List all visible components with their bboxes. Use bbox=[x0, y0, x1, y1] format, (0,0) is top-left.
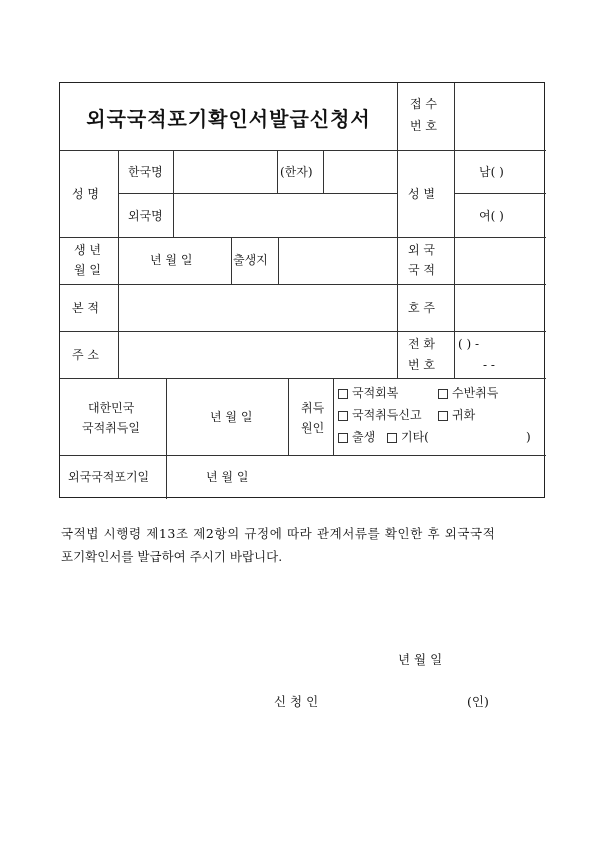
column-divider bbox=[231, 237, 232, 284]
hanja-name-field[interactable] bbox=[326, 153, 394, 191]
request-statement bbox=[61, 522, 541, 568]
male-option[interactable]: 남( ) bbox=[479, 165, 504, 179]
applicant-signature-field[interactable] bbox=[340, 688, 460, 708]
column-divider bbox=[118, 150, 119, 378]
phone-field[interactable]: ( ) - bbox=[458, 337, 480, 351]
checkbox[interactable] bbox=[438, 411, 448, 421]
column-divider bbox=[166, 455, 167, 499]
column-divider bbox=[333, 378, 334, 455]
reason-option-restoration[interactable]: 국적회복 bbox=[338, 386, 398, 400]
row-divider bbox=[60, 284, 546, 285]
korean-name-label: 한국명 bbox=[128, 165, 163, 179]
female-option[interactable]: 여( ) bbox=[479, 209, 504, 223]
phone-field[interactable]: - - bbox=[483, 358, 495, 372]
reason-option-other[interactable]: 기타( bbox=[387, 430, 429, 444]
acquisition-date-field[interactable]: 년 월 일 bbox=[210, 410, 253, 424]
column-divider bbox=[323, 150, 324, 193]
foreign-nationality-label: 국 적 bbox=[408, 263, 435, 277]
checkbox[interactable] bbox=[338, 433, 348, 443]
korean-name-field[interactable] bbox=[177, 153, 273, 191]
seal-label: (인) bbox=[467, 694, 489, 709]
renunciation-date-field[interactable]: 년 월 일 bbox=[206, 470, 249, 484]
column-divider bbox=[397, 83, 398, 378]
acquisition-reason-label: 원인 bbox=[301, 421, 325, 435]
column-divider bbox=[278, 237, 279, 284]
row-divider bbox=[60, 455, 546, 456]
applicant-label: 신 청 인 bbox=[274, 694, 319, 709]
address-field[interactable] bbox=[122, 334, 394, 375]
checkbox[interactable] bbox=[387, 433, 397, 443]
birth-date-field[interactable]: 년 월 일 bbox=[150, 253, 193, 267]
row-divider bbox=[118, 193, 397, 194]
column-divider bbox=[173, 150, 174, 237]
acquisition-date-label: 국적취득일 bbox=[82, 421, 140, 435]
row-divider bbox=[60, 378, 546, 379]
row-divider bbox=[60, 237, 546, 238]
renunciation-date-label: 외국국적포기일 bbox=[68, 470, 150, 484]
reason-other-close: ) bbox=[526, 430, 531, 444]
hanja-label: (한자) bbox=[280, 165, 313, 179]
application-form-table bbox=[59, 82, 545, 498]
row-divider bbox=[454, 193, 546, 194]
phone-label: 번 호 bbox=[408, 358, 435, 372]
row-divider bbox=[60, 150, 546, 151]
column-divider bbox=[288, 378, 289, 455]
statement-line: 포기확인서를 발급하여 주시기 바랍니다. bbox=[61, 549, 283, 564]
household-head-label: 호 주 bbox=[408, 301, 435, 315]
birth-date-label: 월 일 bbox=[74, 263, 101, 277]
registered-domicile-label: 본 적 bbox=[72, 301, 99, 315]
row-divider bbox=[60, 331, 546, 332]
checkbox[interactable] bbox=[338, 389, 348, 399]
foreign-name-label: 외국명 bbox=[128, 209, 163, 223]
sex-label: 성 별 bbox=[408, 187, 435, 201]
statement-line: 국적법 시행령 제13조 제2항의 규정에 따라 관계서류를 확인한 후 외국국적 bbox=[61, 526, 496, 541]
foreign-nationality-field[interactable] bbox=[458, 240, 542, 281]
acquisition-reason-label: 취득 bbox=[301, 401, 325, 415]
application-date[interactable]: 년 월 일 bbox=[398, 652, 443, 667]
birthplace-field[interactable] bbox=[282, 240, 394, 281]
column-divider bbox=[166, 378, 167, 455]
checkbox[interactable] bbox=[438, 389, 448, 399]
receipt-number-label: 접 수 bbox=[410, 97, 437, 111]
column-divider bbox=[277, 150, 278, 193]
reason-option-birth[interactable]: 출생 bbox=[338, 430, 375, 444]
receipt-number-field[interactable] bbox=[458, 87, 542, 145]
receipt-number-label: 번 호 bbox=[410, 119, 437, 133]
address-label: 주 소 bbox=[72, 348, 99, 362]
phone-label: 전 화 bbox=[408, 337, 435, 351]
registered-domicile-field[interactable] bbox=[122, 287, 394, 328]
reason-option-accompanying[interactable]: 수반취득 bbox=[438, 386, 498, 400]
birth-date-label: 생 년 bbox=[74, 243, 101, 257]
name-label: 성 명 bbox=[72, 187, 99, 201]
checkbox[interactable] bbox=[338, 411, 348, 421]
form-title: 외국국적포기확인서발급신청서 bbox=[86, 107, 371, 131]
reason-option-naturalization[interactable]: 귀화 bbox=[438, 408, 475, 422]
foreign-nationality-label: 외 국 bbox=[408, 243, 435, 257]
acquisition-date-label: 대한민국 bbox=[88, 401, 135, 415]
household-head-field[interactable] bbox=[458, 287, 542, 328]
birthplace-label: 출생지 bbox=[233, 253, 268, 267]
column-divider bbox=[454, 83, 455, 378]
reason-option-report[interactable]: 국적취득신고 bbox=[338, 408, 422, 422]
foreign-name-field[interactable] bbox=[177, 196, 393, 234]
